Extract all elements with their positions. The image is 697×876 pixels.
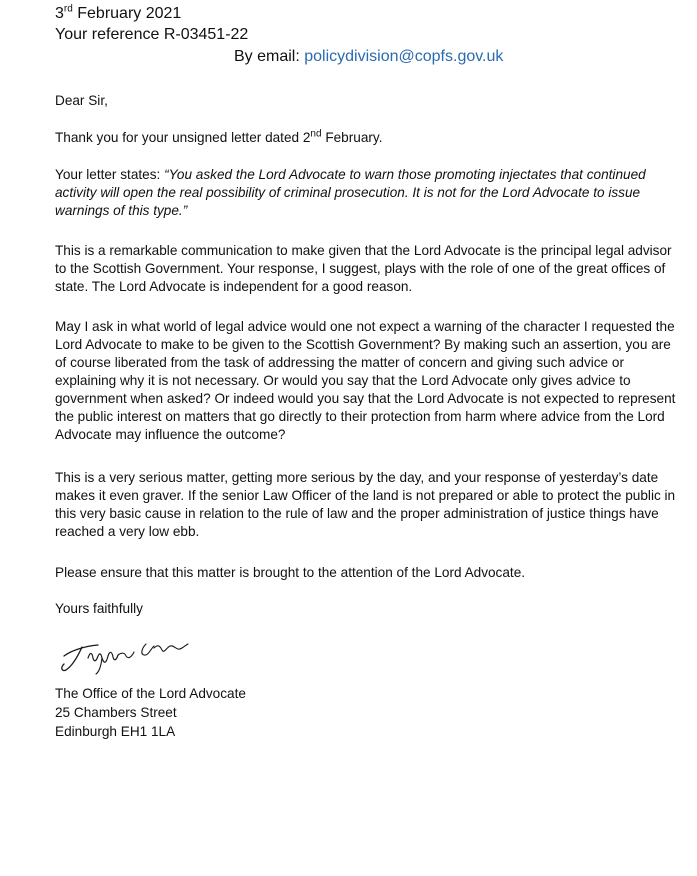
thanks-text-end: February. <box>321 130 383 145</box>
handwritten-signature <box>58 628 198 676</box>
paragraph-may-i-ask: May I ask in what world of legal advice would one not expect a warning of the character I requested the Lord Advocate to make to be given to the Scottish Government? By making such an assertion, you are of course liberated from the task of addressing the matter of concern and giving such advice or explaining why it is not necessary. Or would you say that the Lord Advocate only gives advice to government when asked? Or indeed would you say that the Lord Advocate is not expected to represent the public interest on matters that go directly to their protection from harm where advice from the Lord Advocate may influence the outcome? <box>55 319 676 442</box>
paragraph-thanks <box>55 129 685 147</box>
address-line-1: The Office of the Lord Advocate <box>55 686 246 701</box>
salutation: Dear Sir, <box>55 93 108 108</box>
paragraph-letter-states <box>55 166 685 220</box>
email-link[interactable]: policydivision@copfs.gov.uk <box>304 48 504 65</box>
email-prefix: By email: <box>234 48 305 65</box>
paragraph-serious-matter: This is a very serious matter, getting more serious by the day, and your response of yesterday’s date makes it even graver. If the senior Law Officer of the land is not prepared or able to protect the public in this very basic cause in relation to the rule of law and the proper administration of justice things have reached a very low ebb. <box>55 470 676 539</box>
date-suffix: rd <box>63 3 73 15</box>
date-day: 3 <box>55 5 64 22</box>
quoted-text: “You asked the Lord Advocate to warn those promoting injectates that continued activity will open the real possibility of criminal prosecution. It is not for the Lord Advocate to issue warnings of this type.” <box>55 167 646 218</box>
email-line <box>234 47 503 67</box>
thanks-text: Thank you for your unsigned letter dated 2 <box>55 130 311 145</box>
letter-date <box>55 4 181 24</box>
address-line-3: Edinburgh EH1 1LA <box>55 724 176 739</box>
paragraph-please-ensure: Please ensure that this matter is brought to the attention of the Lord Advocate. <box>55 565 526 580</box>
thanks-date-suffix: nd <box>310 128 322 140</box>
states-intro: Your letter states: <box>55 167 165 182</box>
date-month-year: February 2021 <box>72 5 182 22</box>
paragraph-remarkable: This is a remarkable communication to make given that the Lord Advocate is the principal legal advisor to the Scottish Government. Your response, I suggest, plays with the role of one of the great offices of state. The Lord Advocate is independent for a good reason. <box>55 243 672 294</box>
recipient-address <box>55 684 246 741</box>
address-line-2: 25 Chambers Street <box>55 705 177 720</box>
reference-line: Your reference R-03451-22 <box>55 26 249 43</box>
closing: Yours faithfully <box>55 601 143 616</box>
